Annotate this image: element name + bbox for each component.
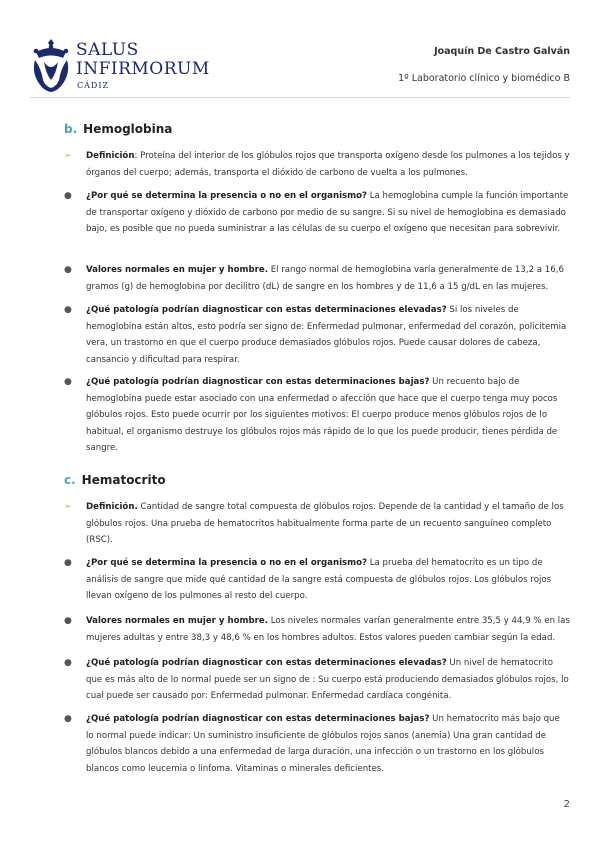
item-text: El rango normal de hemoglobina varía generalmente de 13,2 a 16,6 gramos (g) de hemoglobina por decilitro (dL) de sangre en los hombres y de 11,6 a 15 g/dL en las mujeres. xyxy=(86,265,564,292)
bullet-icon: ● xyxy=(64,658,72,668)
salus-infirmorum-logo xyxy=(30,36,210,96)
arrow-bullet-icon: ➢ xyxy=(64,502,72,512)
item-text: Un nivel de hematocrito que es más alto de lo normal puede ser un signo de : Su cuerpo está produciendo demasiados glóbulos rojos, lo cual puede ser causado por: Enfermedad pulmonar. Enfermedad cardíaca congénita. xyxy=(86,658,569,702)
item-term: Definición xyxy=(86,151,135,161)
author-name: Joaquín De Castro Galván xyxy=(434,46,570,57)
section-hematocrito-heading xyxy=(64,473,568,487)
bullet-icon: ● xyxy=(64,616,72,626)
bullet-icon: ● xyxy=(64,714,72,724)
logo-line-salus: SALUS xyxy=(76,40,139,60)
bullet-icon: ● xyxy=(64,191,72,201)
item-text: Un recuento bajo de hemoglobina puede estar asociado con una enfermedad o afección que hace que el cuerpo tenga muy pocos glóbulos rojos. Esto puede ocurrir por los siguientes motivos: El cuerpo produce menos glóbulos rojos de lo habitual, el organismo destruye los glóbulos rojos más rápido de lo que los puede producir, tienes pérdida de sangre. xyxy=(86,377,558,454)
page-number: 2 xyxy=(563,799,570,810)
item-term: ¿Qué patología podrían diagnosticar con estas determinaciones elevadas? xyxy=(86,305,447,315)
item-term: ¿Qué patología podrían diagnosticar con estas determinaciones bajas? xyxy=(86,377,430,387)
section-title: Hematocrito xyxy=(81,473,166,487)
bullet-icon: ● xyxy=(64,265,72,275)
item-term: ¿Qué patología podrían diagnosticar con estas determinaciones bajas? xyxy=(86,714,430,724)
item-text: La prueba del hematocrito es un tipo de análisis de sangre que mide qué cantidad de la sangre está compuesta de glóbulos rojos. Los glóbulos rojos llevan oxígeno de los pulmones al resto del cuerpo. xyxy=(86,558,552,602)
section-letter: b. xyxy=(64,122,78,136)
header-divider xyxy=(30,97,570,98)
item-term: ¿Por qué se determina la presencia o no en el organismo? xyxy=(86,191,367,201)
item-term: Valores normales en mujer y hombre. xyxy=(86,265,268,275)
item-term: ¿Por qué se determina la presencia o no en el organismo? xyxy=(86,558,367,568)
bullet-icon: ● xyxy=(64,305,72,315)
item-text: Un hematocrito más bajo que lo normal puede indicar: Un suministro insuficiente de glóbulos rojos sanos (anemia) Una gran cantidad de glóbulos blancos debido a una enfermedad de larga duración, una infección o un trastorno en los glóbulos blancos como leucemia o linfoma. Vitaminas o minerales deficientes. xyxy=(86,714,560,774)
section-title: Hemoglobina xyxy=(83,122,173,136)
logo-line-cadiz: CÁDIZ xyxy=(77,81,110,90)
arrow-bullet-icon: ➢ xyxy=(64,151,72,161)
crown-emblem-icon xyxy=(30,36,72,94)
logo-line-infirmorum: INFIRMORUM xyxy=(76,59,210,79)
item-term: ¿Qué patología podrían diagnosticar con estas determinaciones elevadas? xyxy=(86,658,447,668)
item-term: Definición. xyxy=(86,502,138,512)
course-name: 1º Laboratorio clínico y biomédico B xyxy=(398,73,570,84)
item-text: La hemoglobina cumple la función importante de transportar oxígeno y dióxido de carbono por medio de su sangre. Si su nivel de hemoglobina es demasiado bajo, es posible que no pueda suministrar a las células de su cuerpo el oxígeno que necesitan para sobrevivir. xyxy=(86,191,569,235)
item-text: Si los niveles de hemoglobina están altos, esto podría ser signo de: Enfermedad pulmonar, enfermedad del corazón, policitemia vera, un trastorno en que el cuerpo produce demasiados glóbulos rojos. Puede causar dolores de cabeza, cansancio y dificultad para respirar. xyxy=(86,305,567,365)
item-text: Los niveles normales varían generalmente entre 35,5 y 44,9 % en las mujeres adultas y entre 38,3 y 48,6 % en los hombres adultos. Estos valores pueden cambiar según la edad. xyxy=(86,616,570,643)
item-text: : Proteína del interior de los glóbulos rojos que transporta oxígeno desde los pulmones a los tejidos y órganos del cuerpo; además, transporta el dióxido de carbono de vuelta a los pulmones. xyxy=(86,151,570,178)
section-hemoglobina-heading xyxy=(64,122,568,136)
bullet-icon: ● xyxy=(64,558,72,568)
item-text: Cantidad de sangre total compuesta de glóbulos rojos. Depende de la cantidad y el tamaño de los glóbulos rojos. Una prueba de hematocritos habitualmente forma parte de un recuento sanguíneo completo (RSC). xyxy=(86,502,564,546)
bullet-icon: ● xyxy=(64,377,72,387)
section-letter: c. xyxy=(64,473,76,487)
item-term: Valores normales en mujer y hombre. xyxy=(86,616,268,626)
